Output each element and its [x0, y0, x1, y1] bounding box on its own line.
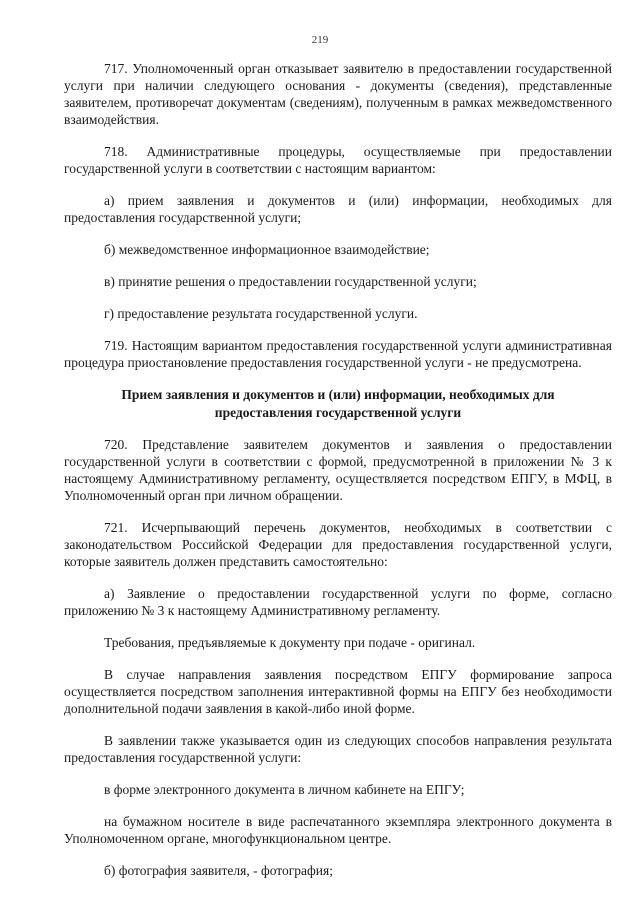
section-heading: Прием заявления и документов и (или) информации, необходимых для предоставления государственной услуги [121, 387, 555, 420]
list-item-v: в) принятие решения о предоставлении государственной услуги; [104, 274, 477, 289]
list-item-a: а) прием заявления и документов и (или) информации, необходимых для предоставления государственной услуги; [64, 193, 612, 225]
paragraph-719: 719. Настоящим вариантом предоставления государственной услуги административная процедура приостановление предоставления государственной услуги - не предусмотрена. [64, 338, 612, 370]
delivery-option-electronic: в форме электронного документа в личном кабинете на ЕПГУ; [104, 782, 465, 797]
delivery-method-paragraph: В заявлении также указывается один из следующих способов направления результата предоставления государственной услуги: [64, 733, 612, 765]
document-body [64, 60, 612, 894]
epgu-paragraph: В случае направления заявления посредством ЕПГУ формирование запроса осуществляется посредством заполнения интерактивной формы на ЕПГУ без необходимости дополнительной подачи заявления в какой-либо иной форме. [64, 667, 612, 716]
list-item-b: б) межведомственное информационное взаимодействие; [104, 242, 430, 257]
requirements-paragraph: Требования, предъявляемые к документу при подаче - оригинал. [104, 635, 476, 650]
page-number: 219 [311, 34, 329, 46]
delivery-option-paper: на бумажном носителе в виде распечатанного экземпляра электронного документа в Уполномоченном органе, многофункциональном центре. [64, 814, 612, 846]
document-item-b: б) фотография заявителя, - фотография; [104, 863, 333, 878]
paragraph-720: 720. Представление заявителем документов и заявления о предоставлении государственной услуги в соответствии с формой, предусмотренной в приложении № 3 к настоящему Административному регламенту, осуществляется посредством ЕПГУ, в МФЦ, в Уполномоченный орган при личном обращении. [64, 437, 612, 503]
document-item-a: а) Заявление о предоставлении государственной услуги по форме, согласно приложению № 3 к настоящему Административному регламенту. [64, 586, 612, 618]
paragraph-721: 721. Исчерпывающий перечень документов, необходимых в соответствии с законодательством Российской Федерации для предоставления государственной услуги, которые заявитель должен представить самостоятельно: [64, 520, 612, 569]
paragraph-718: 718. Административные процедуры, осуществляемые при предоставлении государственной услуги в соответствии с настоящим вариантом: [64, 144, 612, 176]
paragraph-717: 717. Уполномоченный орган отказывает заявителю в предоставлении государственной услуги при наличии следующего основания - документы (сведения), представленные заявителем, противоречат документам (сведениям), полученным в рамках межведомственного взаимодействия. [64, 61, 612, 127]
list-item-g: г) предоставление результата государственной услуги. [104, 306, 418, 321]
